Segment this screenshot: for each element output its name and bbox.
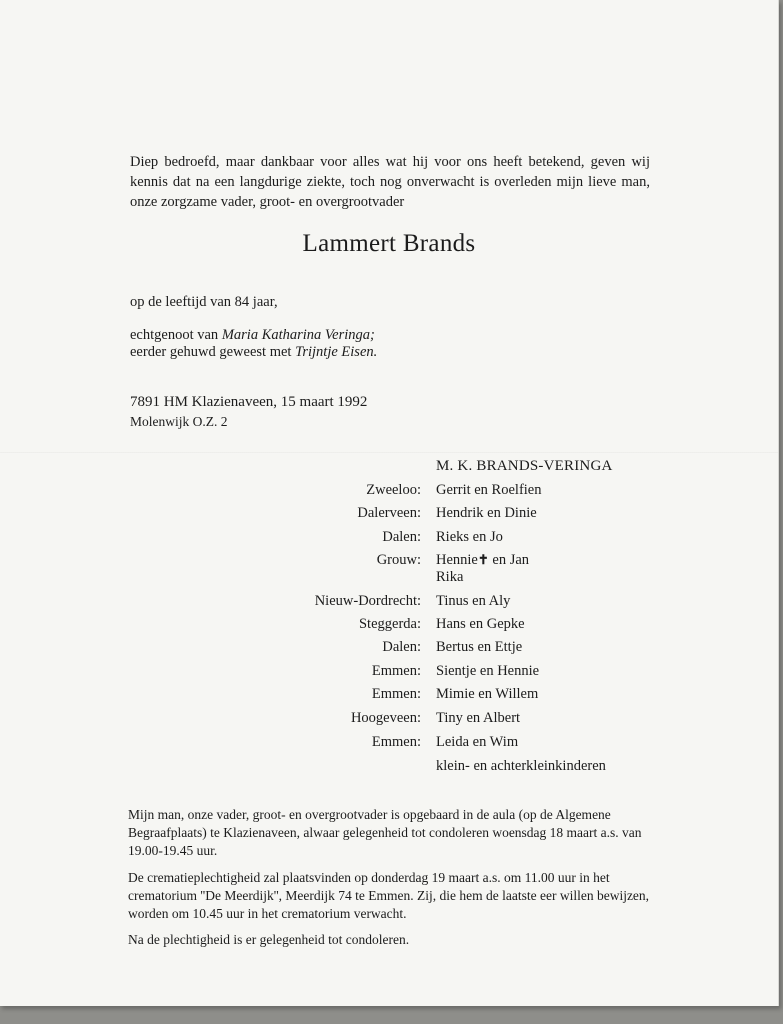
family-row bbox=[0, 663, 778, 685]
family-place: Zweeloo: bbox=[366, 482, 421, 498]
family-row bbox=[0, 639, 778, 661]
family-extra-name: Rika bbox=[436, 569, 464, 585]
condolence-paragraph: Na de plechtigheid is er gelegenheid tot condoleren. bbox=[128, 932, 410, 947]
family-row bbox=[0, 482, 778, 504]
spouse-line bbox=[130, 327, 375, 344]
family-row bbox=[0, 505, 778, 527]
family-row bbox=[0, 529, 778, 551]
dagger-icon: ✝ bbox=[477, 552, 489, 567]
family-place: Dalen: bbox=[382, 529, 421, 545]
family-place: Grouw: bbox=[376, 552, 421, 568]
spouse-prefix: echtgenoot van bbox=[130, 327, 219, 343]
family-name-hennie: Hennie bbox=[436, 552, 478, 568]
family-place: Emmen: bbox=[371, 686, 421, 702]
family-row bbox=[0, 616, 778, 638]
family-names: Hendrik en Dinie bbox=[436, 505, 537, 521]
grandchildren-row bbox=[0, 758, 778, 780]
widow-name: M. K. BRANDS-VERINGA bbox=[436, 458, 613, 474]
previous-prefix: eerder gehuwd geweest met bbox=[130, 344, 292, 360]
intro-text: Diep bedroefd, maar dankbaar voor alles wat hij voor ons heeft betekend, geven wij kennis dat na een langdurige ziekte, toch nog onverwacht is overleden mijn lieve man, onze zorgzame vader, groot- en overgrootvader bbox=[130, 154, 650, 210]
family-place: Dalen: bbox=[382, 639, 421, 655]
family-name-jan: en Jan bbox=[488, 552, 530, 568]
family-names: Leida en Wim bbox=[436, 734, 519, 750]
family-names: Gerrit en Roelfien bbox=[436, 482, 542, 498]
family-place: Emmen: bbox=[371, 734, 421, 750]
previous-spouse-name: Trijntje Eisen. bbox=[295, 344, 378, 360]
place-date: 7891 HM Klazienaveen, 15 maart 1992 bbox=[130, 394, 368, 410]
cremation-paragraph: De crematieplechtigheid zal plaatsvinden op donderdag 19 maart a.s. om 11.00 uur in het crematorium ''De Meerdijk'', Meerdijk 74 te Emmen. Zij, die hem de laatste eer willen bewijzen, worden om 10.45 uur in het crematorium verwacht. bbox=[128, 870, 650, 921]
grandchildren-text: klein- en achterkleinkinderen bbox=[436, 758, 606, 774]
family-names: Sientje en Hennie bbox=[436, 663, 540, 679]
family-names: Mimie en Willem bbox=[436, 686, 539, 702]
spouse-name: Maria Katharina Veringa; bbox=[221, 327, 375, 343]
family-place: Dalerveen: bbox=[357, 505, 421, 521]
family-names: Hans en Gepke bbox=[436, 616, 525, 632]
viewing-paragraph: Mijn man, onze vader, groot- en overgrootvader is opgebaard in de aula (op de Algemene Begraafplaats) te Klazienaveen, alwaar gelegenheid tot condoleren woensdag 18 maart a.s. van 19.00-19.45 uur. bbox=[128, 807, 642, 858]
age-line: op de leeftijd van 84 jaar, bbox=[130, 294, 278, 310]
deceased-name: Lammert Brands bbox=[302, 230, 476, 257]
family-names: Bertus en Ettje bbox=[436, 639, 523, 655]
family-row bbox=[0, 710, 778, 732]
address: Molenwijk O.Z. 2 bbox=[130, 414, 228, 429]
family-row bbox=[0, 686, 778, 708]
family-names: Tiny en Albert bbox=[436, 710, 521, 726]
family-row bbox=[0, 734, 778, 756]
family-row bbox=[0, 552, 778, 590]
family-place: Hoogeveen: bbox=[350, 710, 421, 726]
family-names bbox=[436, 552, 529, 569]
fold-line bbox=[0, 452, 778, 454]
family-place: Nieuw-Dordrecht: bbox=[314, 593, 421, 609]
family-names: Rieks en Jo bbox=[436, 529, 503, 545]
family-names: Tinus en Aly bbox=[436, 593, 511, 609]
family-place: Emmen: bbox=[371, 663, 421, 679]
family-row bbox=[0, 593, 778, 615]
family-place: Steggerda: bbox=[358, 616, 421, 632]
previous-marriage-line bbox=[130, 344, 377, 361]
